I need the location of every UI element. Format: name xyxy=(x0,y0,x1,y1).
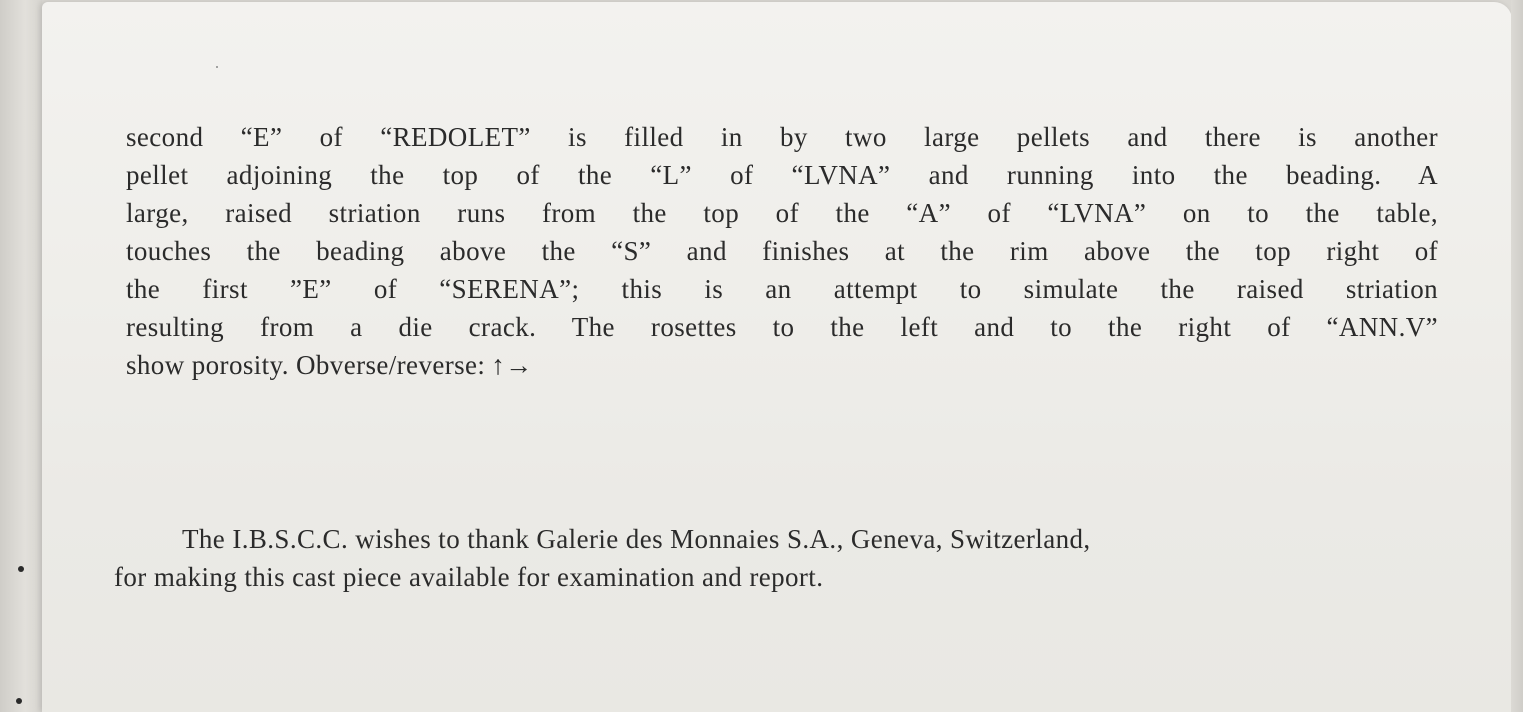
page-binding-edge xyxy=(0,0,42,712)
text-line: large, raised striation runs from the top of the “A” of “LVNA” on to the table, xyxy=(126,198,1438,228)
text-line xyxy=(126,346,1438,384)
orientation-arrows-icon: ↑→ xyxy=(491,350,533,380)
text-line: pellet adjoining the top of the “L” of “LVNA” and running into the beading. A xyxy=(126,160,1438,190)
text-line-content: show porosity. Obverse/reverse: xyxy=(126,350,486,380)
text-line: for making this cast piece available for examination and report. xyxy=(114,562,824,592)
text-line: touches the beading above the “S” and finishes at the rim above the top right of xyxy=(126,236,1438,266)
text-line: second “E” of “REDOLET” is filled in by two large pellets and there is another xyxy=(126,122,1438,152)
text-line: resulting from a die crack. The rosettes to the left and to the right of “ANN.V” xyxy=(126,312,1438,342)
text-line: The I.B.S.C.C. wishes to thank Galerie des Monnaies S.A., Geneva, Switzerland, xyxy=(182,524,1091,554)
description-paragraph xyxy=(126,118,1438,384)
binding-hole xyxy=(16,698,22,704)
page-right-edge xyxy=(1511,0,1523,712)
paper-speck xyxy=(216,66,218,68)
text-line: the first ”E” of “SERENA”; this is an attempt to simulate the raised striation xyxy=(126,274,1438,304)
acknowledgement-paragraph xyxy=(114,520,1444,596)
binding-hole xyxy=(18,566,24,572)
